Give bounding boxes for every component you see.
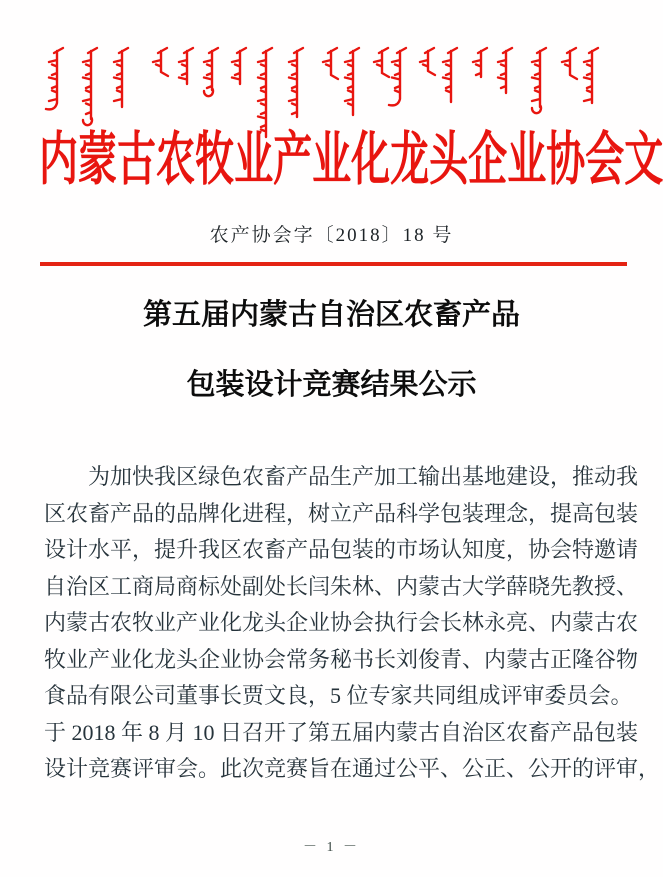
mongolian-word	[584, 48, 598, 103]
org-title-char: 古	[117, 128, 157, 193]
body-line: 为加快我区绿色农畜产品生产加工输出基地建设，推动我	[88, 464, 639, 489]
body-line: 区农畜产品的品牌化进程，树立产品科学包装理念，提高包装	[44, 500, 639, 526]
mongolian-word	[258, 48, 272, 137]
org-title-char: 龙	[390, 128, 430, 193]
body-line: 自治区工商局商标处副处长闫朱林、内蒙古大学薛晓先教授、	[44, 573, 639, 599]
org-title-char: 业	[312, 128, 352, 193]
org-title-char: 头	[429, 128, 469, 193]
mongolian-word	[443, 48, 457, 102]
document-body	[44, 459, 661, 788]
body-line: 于 2018 年 8 月 10 日召开了第五届内蒙古自治区农畜产品包装	[44, 719, 639, 745]
mongolian-word	[498, 48, 512, 93]
document-title-line2: 包装设计竞赛结果公示	[186, 369, 477, 401]
org-title	[39, 128, 663, 193]
mongolian-word	[83, 48, 97, 125]
mongolian-word	[323, 48, 338, 79]
mongolian-word	[46, 48, 63, 109]
mongolian-word	[289, 48, 303, 117]
org-title-char: 业	[234, 128, 274, 193]
doc-number: 农产协会字〔2018〕18 号	[209, 225, 454, 246]
mongolian-word	[389, 48, 406, 105]
page-number: － 1 －	[303, 840, 360, 855]
mongolian-word	[114, 48, 128, 107]
body-line: 设计水平，提升我区农畜产品包装的市场认知度，协会特邀请	[44, 537, 639, 562]
mongolian-word	[532, 48, 546, 113]
mongolian-word	[153, 48, 168, 76]
mongolian-word	[374, 48, 389, 77]
org-title-char: 业	[507, 128, 547, 193]
org-title-char: 内	[39, 128, 79, 193]
body-line: 内蒙古农牧业产业化龙头企业协会执行会长林永亮、内蒙古农	[44, 610, 639, 635]
org-title-char: 企	[468, 128, 508, 193]
org-title-char: 农	[156, 128, 196, 193]
mongolian-word	[473, 48, 487, 77]
mongolian-word	[204, 48, 218, 96]
org-title-char: 蒙	[78, 128, 118, 193]
document-title-line1: 第五届内蒙古自治区农畜产品	[142, 299, 520, 331]
mongolian-word	[345, 48, 359, 115]
body-line: 食品有限公司董事长贾文良，5 位专家共同组成评审委员会。	[44, 683, 633, 708]
mongolian-word	[179, 48, 193, 84]
org-title-char: 文	[624, 128, 663, 193]
mongolian-word	[562, 48, 577, 79]
document-title	[0, 299, 663, 402]
org-title-char: 会	[585, 128, 625, 193]
mongolian-word	[420, 48, 435, 75]
org-title-char: 牧	[195, 128, 235, 193]
org-title-char: 产	[273, 128, 313, 193]
mongolian-word	[232, 48, 246, 84]
org-title-char: 协	[546, 128, 586, 193]
org-title-char: 化	[351, 128, 391, 193]
body-line: 牧业产业化龙头企业协会常务秘书长刘俊青、内蒙古正隆谷物	[44, 646, 639, 672]
red-divider	[40, 262, 627, 266]
body-line: 设计竞赛评审会。此次竞赛旨在通过公平、公正、公开的评审，	[44, 756, 661, 781]
